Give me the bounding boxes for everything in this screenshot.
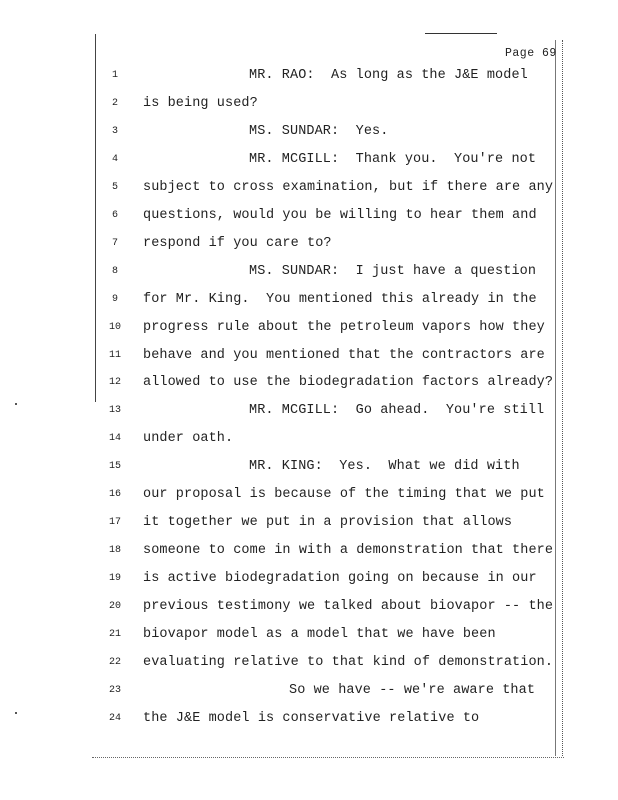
line-number: 12 bbox=[108, 377, 121, 389]
line-text: subject to cross examination, but if there are any bbox=[143, 179, 554, 195]
transcript-line bbox=[0, 597, 618, 617]
line-number: 15 bbox=[108, 461, 121, 473]
transcript-line bbox=[0, 457, 618, 477]
line-text: someone to come in with a demonstration that there bbox=[143, 543, 554, 559]
transcript-line bbox=[0, 346, 618, 366]
line-number: 8 bbox=[111, 265, 118, 277]
transcript-line bbox=[0, 429, 618, 449]
line-number: 11 bbox=[108, 349, 121, 361]
line-text: it together we put in a provision that allows bbox=[143, 515, 513, 531]
line-number: 22 bbox=[108, 656, 121, 668]
line-number: 3 bbox=[111, 125, 118, 137]
line-text: progress rule about the petroleum vapors how they bbox=[143, 319, 545, 335]
transcript-line bbox=[0, 178, 618, 198]
line-number: 16 bbox=[108, 489, 121, 501]
line-number: 1 bbox=[111, 70, 118, 81]
line-number: 6 bbox=[111, 209, 118, 221]
line-number: 23 bbox=[108, 684, 121, 696]
line-number: 13 bbox=[108, 405, 121, 417]
transcript-line bbox=[0, 373, 618, 393]
line-text: for Mr. King. You mentioned this already in the bbox=[143, 291, 537, 307]
line-text: evaluating relative to that kind of demonstration. bbox=[143, 654, 554, 670]
line-text: under oath. bbox=[143, 431, 234, 447]
line-number: 10 bbox=[108, 321, 121, 333]
line-text: MR. MCGILL: Go ahead. You're still bbox=[249, 403, 545, 419]
line-text: previous testimony we talked about biovapor -- the bbox=[143, 599, 554, 615]
transcript-line bbox=[0, 290, 618, 310]
transcript-line bbox=[0, 569, 618, 589]
transcript-line bbox=[0, 653, 618, 673]
line-number: 24 bbox=[108, 712, 121, 724]
line-text: MS. SUNDAR: I just have a question bbox=[249, 263, 537, 279]
line-text: allowed to use the biodegradation factors already? bbox=[143, 375, 554, 391]
transcript-line bbox=[0, 625, 618, 645]
transcript-line bbox=[0, 234, 618, 254]
transcript-line bbox=[0, 262, 618, 282]
transcript-line bbox=[0, 206, 618, 226]
line-text: the J&E model is conservative relative to bbox=[143, 710, 480, 726]
transcript-line bbox=[0, 318, 618, 338]
transcript-line bbox=[0, 681, 618, 701]
line-text: respond if you care to? bbox=[143, 235, 332, 251]
line-text: MR. KING: Yes. What we did with bbox=[249, 459, 520, 475]
line-number: 17 bbox=[108, 517, 121, 529]
transcript-line bbox=[0, 401, 618, 421]
line-text: questions, would you be willing to hear them and bbox=[143, 207, 537, 223]
line-number: 5 bbox=[111, 181, 118, 193]
line-number: 20 bbox=[108, 601, 121, 613]
line-text: MR. RAO: As long as the J&E model bbox=[249, 68, 528, 83]
line-text: behave and you mentioned that the contractors are bbox=[143, 347, 545, 363]
transcript-line bbox=[0, 485, 618, 505]
line-number: 18 bbox=[108, 545, 121, 557]
line-text: So we have -- we're aware that bbox=[289, 682, 536, 698]
line-number: 19 bbox=[108, 573, 121, 585]
transcript-line bbox=[0, 94, 618, 114]
line-text: MS. SUNDAR: Yes. bbox=[249, 123, 389, 139]
line-number: 21 bbox=[108, 629, 121, 640]
line-number: 9 bbox=[111, 293, 118, 305]
line-number: 4 bbox=[111, 153, 118, 165]
line-number: 7 bbox=[111, 237, 118, 249]
transcript-line bbox=[0, 150, 618, 170]
transcript-line bbox=[0, 541, 618, 561]
line-number: 14 bbox=[108, 433, 121, 445]
line-text: is active biodegradation going on because in our bbox=[143, 571, 537, 587]
transcript-line bbox=[0, 709, 618, 729]
line-text: our proposal is because of the timing that we put bbox=[143, 487, 545, 503]
line-number: 2 bbox=[111, 97, 118, 109]
transcript-line bbox=[0, 513, 618, 533]
line-text: biovapor model as a model that we have been bbox=[143, 627, 496, 642]
line-text: is being used? bbox=[143, 95, 258, 111]
transcript-line bbox=[0, 122, 618, 142]
transcript-line bbox=[0, 66, 618, 86]
page-number-label: Page 69 bbox=[505, 47, 557, 60]
line-text: MR. MCGILL: Thank you. You're not bbox=[249, 151, 537, 167]
